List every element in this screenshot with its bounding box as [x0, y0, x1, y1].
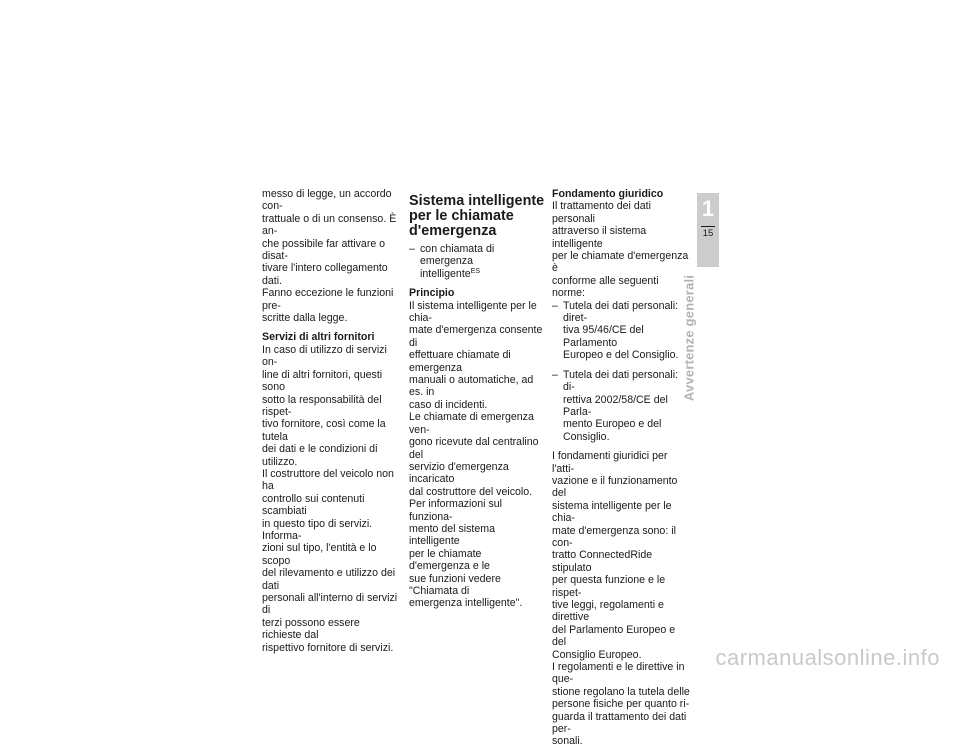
text-line: dal costruttore del veicolo.: [409, 485, 533, 498]
text-line: Per informazioni sul funziona-: [409, 498, 503, 523]
text-line: intelligente: [420, 267, 471, 280]
column-1: [262, 188, 398, 654]
text-line: che possibile far attivare o disat-: [262, 237, 386, 263]
text-line: tive leggi, regolamenti e direttive: [552, 599, 664, 624]
text-line: mate d'emergenza consente di: [409, 324, 543, 349]
text-line: personali all'interno di servizi di: [262, 592, 398, 617]
text-line: per questa funzione e le rispet-: [552, 574, 666, 599]
legal-body-paragraph: [552, 450, 690, 748]
section-heading-principle: Principio: [409, 287, 455, 300]
option-superscript: ES: [470, 267, 480, 275]
principle-paragraph: [409, 300, 545, 610]
text-line: messo di legge, un accordo con-: [262, 188, 392, 213]
dash-bullet: –: [552, 368, 558, 381]
text-line: Il sistema intelligente per le chia-: [409, 299, 537, 325]
text-line: I fondamenti giuridici per l'atti-: [552, 450, 668, 475]
watermark: carmanualsonline.info: [715, 645, 940, 670]
text-line: scritte dalla legge.: [262, 312, 348, 325]
legal-intro-paragraph: [552, 200, 690, 299]
dash-bullet: –: [409, 243, 415, 255]
chapter-title-text: Avvertenze generali: [681, 274, 697, 402]
column-2: [409, 188, 545, 610]
text-line: sue funzioni vedere "Chiamata di: [409, 572, 501, 597]
text-line: Il costruttore del veicolo non ha: [262, 467, 394, 493]
text-line: stione regolano la tutela delle: [552, 685, 690, 698]
text-line: dei dati e le condizioni di utilizzo.: [262, 443, 378, 468]
text-line: terzi possono essere richieste dal: [262, 616, 360, 642]
text-line: line di altri fornitori, questi sono: [262, 368, 383, 394]
text-line: effettuare chiamate di emergenza: [409, 349, 511, 374]
page-number: 15: [702, 228, 714, 239]
text-line: sotto la responsabilità del rispet-: [262, 393, 382, 418]
text-line: Tutela dei dati personali: diret-: [563, 299, 679, 325]
text-line: In caso di utilizzo di servizi on-: [262, 343, 387, 369]
text-line: per le chiamate d'emergenza è: [552, 250, 689, 275]
text-line: emergenza intelligente".: [409, 597, 523, 610]
text-line: rispettivo fornitore di servizi.: [262, 641, 394, 654]
text-line: trattuale o di un consenso. È an-: [262, 212, 397, 238]
chapter-number: 1: [701, 196, 715, 221]
title-line: d'emergenza: [409, 223, 497, 239]
text-line: mate d'emergenza sono: il con-: [552, 524, 676, 549]
dash-bullet: –: [552, 299, 558, 312]
text-line: in questo tipo di servizi. Informa-: [262, 517, 373, 542]
text-line: sonali.: [552, 735, 583, 748]
text-line: attraverso il sistema intelligente: [552, 225, 647, 250]
text-line: rettiva 2002/58/CE del Parla-: [563, 393, 668, 418]
text-line: Fanno eccezione le funzioni pre-: [262, 287, 394, 312]
text-line: conforme alle seguenti norme:: [552, 274, 659, 300]
text-line: gono ricevute dal centralino del: [409, 436, 539, 461]
list-item: [552, 369, 690, 443]
section-heading-third-party-services: Servizi di altri fornitori: [262, 331, 375, 344]
title-line: per le chiamate: [409, 208, 514, 224]
text-line: con chiamata di emergenza: [420, 243, 495, 268]
text-line: tivare l'intero collegamento dati.: [262, 262, 388, 287]
intro-paragraph: [262, 188, 398, 324]
third-party-paragraph: [262, 344, 398, 654]
text-line: guarda il trattamento dei dati per-: [552, 710, 687, 736]
text-line: Le chiamate di emergenza ven-: [409, 411, 534, 436]
text-line: del Parlamento Europeo e del: [552, 623, 676, 649]
text-line: mento del sistema intelligente: [409, 522, 495, 548]
text-line: tiva 95/46/CE del Parlamento: [563, 324, 644, 349]
option-requirement: [409, 243, 545, 280]
text-line: Tutela dei dati personali: di-: [563, 368, 679, 394]
text-line: mento Europeo e del Consiglio.: [563, 418, 662, 443]
text-line: Europeo e del Consiglio.: [563, 349, 679, 362]
text-line: controllo sui contenuti scambiati: [262, 492, 365, 518]
title-line: Sistema intelligente: [409, 193, 545, 209]
text-line: sistema intelligente per le chia-: [552, 499, 672, 525]
section-title-emergency-call: [409, 194, 545, 239]
column-3: [552, 188, 690, 748]
text-line: zioni sul tipo, l'entità e lo scopo: [262, 542, 377, 567]
text-line: persone fisiche per quanto ri-: [552, 698, 690, 711]
text-line: servizio d'emergenza incaricato: [409, 460, 509, 486]
section-heading-legal-basis: Fondamento giuridico: [552, 188, 664, 200]
text-line: I regolamenti e le direttive in que-: [552, 661, 685, 686]
text-line: del rilevamento e utilizzo dei dati: [262, 567, 396, 592]
text-line: Consiglio Europeo.: [552, 648, 642, 661]
text-line: per le chiamate d'emergenza e le: [409, 547, 490, 573]
text-line: tivo fornitore, così come la tutela: [262, 418, 386, 443]
text-line: caso di incidenti.: [409, 398, 488, 411]
text-line: Il trattamento dei dati personali: [552, 200, 651, 225]
page-number-divider: [701, 226, 715, 227]
list-item: [552, 300, 690, 362]
text-line: tratto ConnectedRide stipulato: [552, 549, 653, 574]
text-line: vazione e il funzionamento del: [552, 474, 678, 500]
text-line: manuali o automatiche, ad es. in: [409, 374, 534, 399]
